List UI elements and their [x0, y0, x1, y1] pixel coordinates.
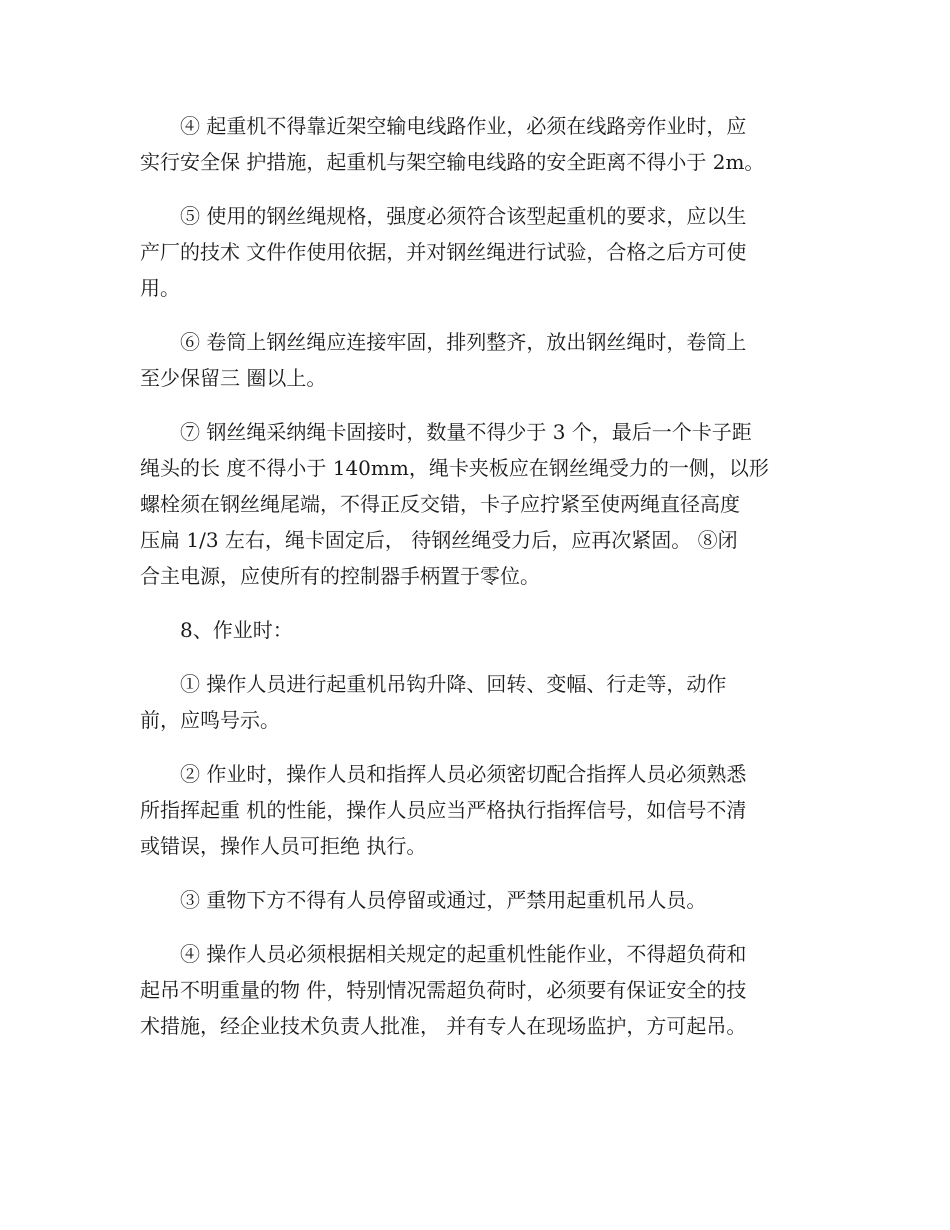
- paragraph-line: ① 操作人员进行起重机吊钩升降、回转、变幅、行走等，动作: [180, 672, 727, 696]
- paragraph-line: 或错误，操作人员可拒绝 执行。: [140, 834, 427, 858]
- paragraph-line: ⑦ 钢丝绳采纳绳卡固接时，数量不得少于 3 个，最后一个卡子距: [180, 420, 752, 444]
- paragraph-no-personnel-below-load: [140, 882, 808, 918]
- section-heading-during-operation: [140, 612, 808, 648]
- paragraph-line: ③ 重物下方不得有人员停留或通过，严禁用起重机吊人员。: [180, 888, 707, 912]
- paragraph-line: 所指挥起重 机的性能，操作人员应当严格执行指挥信号，如信号不清: [140, 798, 747, 822]
- paragraph-operator-signaler-coordination: [140, 756, 808, 864]
- paragraph-line: ② 作业时，操作人员和指挥人员必须密切配合指挥人员必须熟悉: [180, 762, 747, 786]
- paragraph-line: ⑤ 使用的钢丝绳规格，强度必须符合该型起重机的要求，应以生: [180, 204, 747, 228]
- paragraph-line: 产厂的技术 文件作使用依据，并对钢丝绳进行试验，合格之后方可使: [140, 240, 747, 264]
- paragraph-line: 螺栓须在钢丝绳尾端，不得正反交错，卡子应拧紧至使两绳直径高度: [140, 492, 740, 516]
- paragraph-line: 起吊不明重量的物 件，特别情况需超负荷时，必须要有保证安全的技: [140, 978, 747, 1002]
- paragraph-signal-before-action: [140, 666, 808, 738]
- paragraph-line: ⑥ 卷筒上钢丝绳应连接牢固，排列整齐，放出钢丝绳时，卷筒上: [180, 330, 747, 354]
- paragraph-line: 实行安全保 护措施，起重机与架空输电线路的安全距离不得小于 2m。: [140, 150, 765, 174]
- paragraph-no-overload: [140, 936, 808, 1044]
- paragraph-crane-power-line-distance: [140, 108, 808, 180]
- paragraph-rope-clamps: [140, 414, 808, 594]
- paragraph-wire-rope-spec: [140, 198, 808, 306]
- paragraph-line: 用。: [140, 276, 180, 300]
- document-body: [140, 108, 808, 1062]
- paragraph-line: 压扁 1/3 左右，绳卡固定后， 待钢丝绳受力后，应再次紧固。 ⑧闭: [140, 528, 738, 552]
- paragraph-line: 合主电源，应使所有的控制器手柄置于零位。: [140, 564, 540, 588]
- paragraph-line: 术措施，经企业技术负责人批准， 并有专人在现场监护，方可起吊。: [140, 1014, 747, 1038]
- paragraph-line: ④ 起重机不得靠近架空输电线路作业，必须在线路旁作业时，应: [180, 114, 747, 138]
- paragraph-line: ④ 操作人员必须根据相关规定的起重机性能作业，不得超负荷和: [180, 942, 747, 966]
- section-heading-text: 8、作业时：: [180, 618, 293, 642]
- paragraph-line: 绳头的长 度不得小于 140mm，绳卡夹板应在钢丝绳受力的一侧，以形: [140, 456, 769, 480]
- paragraph-line: 前，应鸣号示。: [140, 708, 280, 732]
- paragraph-line: 至少保留三 圈以上。: [140, 366, 327, 390]
- paragraph-drum-wire-rope: [140, 324, 808, 396]
